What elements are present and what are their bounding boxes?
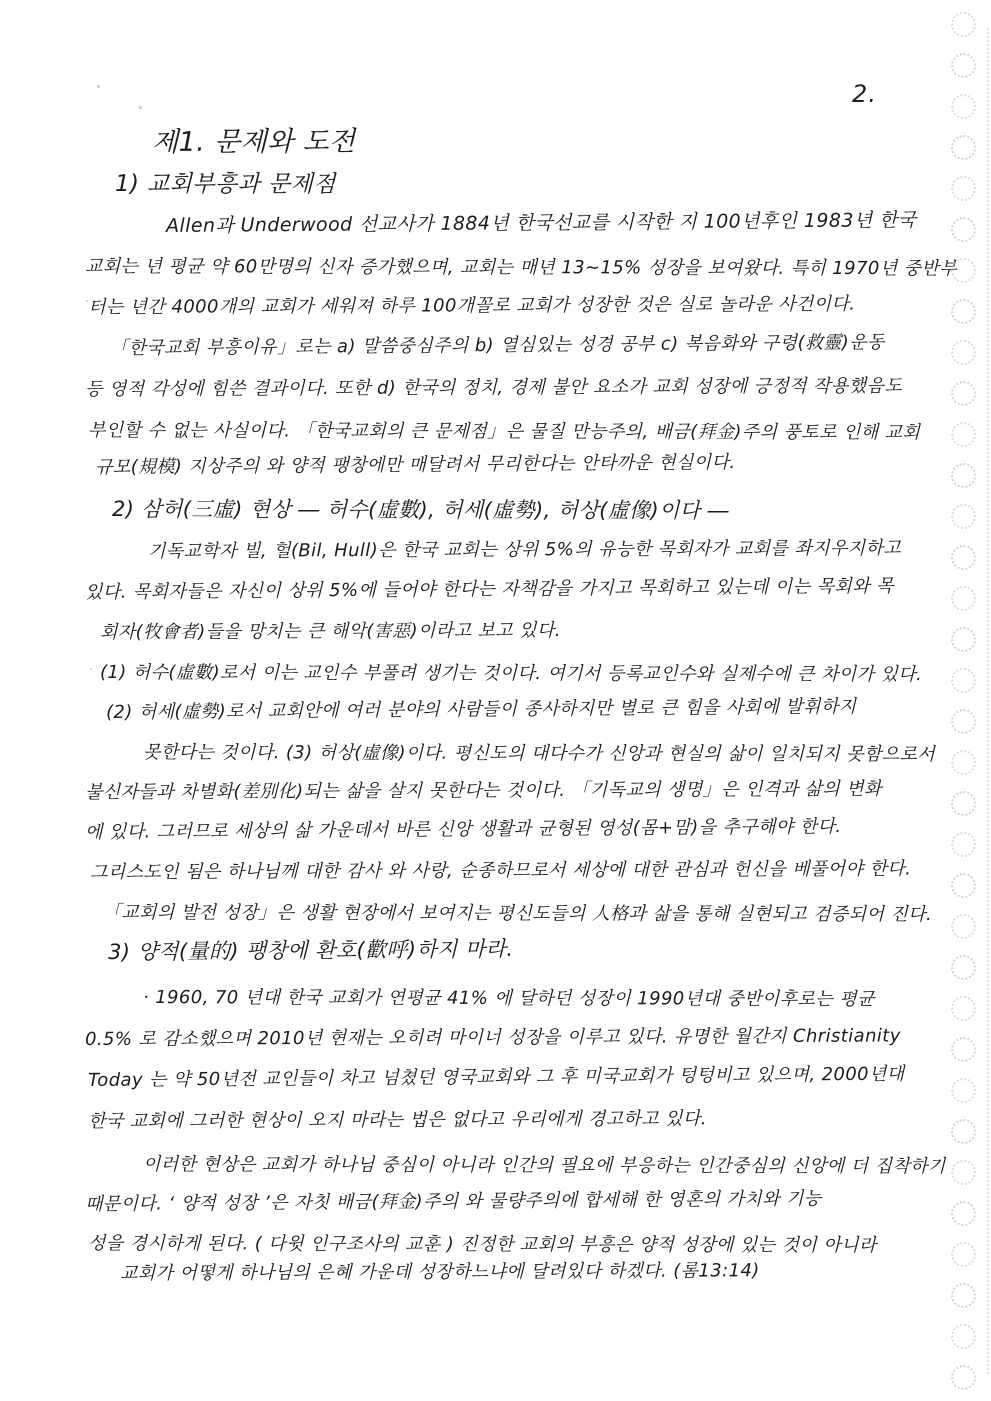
handwritten-line: 등 영적 각성에 힘쓴 결과이다. 또한 d) 한국의 정치, 경제 불안 요소가 교회 성장에 긍정적 작용했음도	[85, 375, 903, 400]
handwritten-line: Today 는 약 50년전 교인들이 차고 넘쳤던 영국교회와 그 후 미국교회가 텅텅비고 있으며, 2000년대	[88, 1063, 905, 1091]
handwritten-line: 제1. 문제와 도전	[152, 126, 356, 158]
perforation-edge-line	[987, 28, 989, 1374]
handwritten-line: 교회는 년 평균 약 60만명의 신자 증가했으며, 교회는 매년 13~15% 성장을 보여왔다. 특히 1970년 중반부	[84, 256, 958, 280]
handwritten-line: 성을 경시하게 된다. ( 다윗 인구조사의 교훈 ) 진정한 교회의 부흥은 양적 성장에 있는 것이 아니라	[87, 1233, 877, 1257]
scan-speck	[90, 668, 92, 670]
handwritten-line: 2) 삼허(三虛) 현상 ― 허수(虛數), 허세(虛勢), 허상(虛像)이다 ―	[111, 497, 730, 523]
handwritten-line: 부인할 수 없는 사실이다. 「한국교회의 큰 문제점」은 물질 만능주의, 배금(拜金)주의 풍토로 인해 교회	[87, 420, 921, 444]
handwritten-line: 「교회의 발전 성장」은 생활 현장에서 보여지는 평신도들의 人格과 삶을 통해 실현되고 검증되어 진다.	[102, 902, 933, 926]
handwritten-line: 회자(牧會者)들을 망치는 큰 해악(害惡)이라고 보고 있다.	[100, 619, 561, 643]
handwritten-line: 「한국교회 부흥이유」로는 a) 말씀중심주의 b) 열심있는 성경 공부 c) 복음화와 구령(救靈)운동	[110, 331, 885, 359]
handwritten-line: 불신자들과 차별화(差別化)되는 삶을 살지 못한다는 것이다. 「기독교의 생명」은 인격과 삶의 변화	[85, 778, 882, 803]
scan-speck	[97, 85, 100, 88]
handwritten-line: 0.5% 로 감소했으며 2010년 현재는 오히려 마이너 성장을 이루고 있다. 유명한 월간지 Christianity	[85, 1025, 901, 1050]
page-number: 2.	[852, 80, 877, 108]
handwritten-line: 에 있다. 그러므로 세상의 삶 가운데서 바른 신앙 생활과 균형된 영성(몸+맘)을 추구해야 한다.	[85, 816, 842, 843]
handwritten-line: 1) 교회부흥과 문제점	[114, 171, 336, 198]
handwritten-line: 교회가 어떻게 하나님의 은혜 가운데 성장하느냐에 달려있다 하겠다. (롬13:14)	[120, 1260, 760, 1284]
handwritten-line: 3) 양적(量的) 팽창에 환호(歡呼)하지 마라.	[108, 936, 514, 964]
handwritten-line: (1) 허수(虛數)로서 이는 교인수 부풀려 생기는 것이다. 여기서 등록교인수와 실제수에 큰 차이가 있다.	[99, 662, 923, 686]
handwritten-line: Allen과 Underwood 선교사가 1884년 한국선교를 시작한 지 100년후인 1983년 한국	[166, 209, 917, 237]
handwritten-line: 규모(規模) 지상주의 와 양적 팽창에만 매달려서 무리한다는 안타까운 현실이다.	[95, 451, 736, 478]
handwritten-line: 기독교학자 빌, 헐(Bil, Hull)은 한국 교회는 상위 5%의 유능한 목회자가 교회를 좌지우지하고	[148, 537, 902, 562]
handwritten-line: 못한다는 것이다. (3) 허상(虛像)이다. 평신도의 대다수가 신앙과 현실의 삶이 일치되지 못함으로서	[142, 742, 936, 766]
handwritten-line: (2) 허세(虛勢)로서 교회안에 여러 분야의 사람들이 종사하지만 별로 큰 힘을 사회에 발휘하지	[106, 696, 857, 723]
scan-speck	[86, 300, 88, 302]
handwritten-line: 터는 년간 4000개의 교회가 세워져 하루 100개꼴로 교회가 성장한 것은 실로 놀라운 사건이다.	[88, 293, 856, 318]
scan-speck	[139, 106, 142, 109]
handwritten-line: · 1960, 70 년대 한국 교회가 연평균 41% 에 달하던 성장이 1990년대 중반이후로는 평균	[142, 987, 875, 1010]
handwritten-line: 있다. 목회자들은 자신이 상위 5%에 들어야 한다는 자책감을 가지고 목회하고 있는데 이는 목회와 목	[85, 575, 894, 603]
handwritten-line: 때문이다. ‘ 양적 성장 ’은 자칫 배금(拜金)주의 와 물량주의에 합세해 한 영혼의 가치와 기능	[85, 1188, 822, 1215]
handwritten-line: 이러한 현상은 교회가 하나님 중심이 아니라 인간의 필요에 부응하는 인간중심의 신앙에 더 집착하기	[142, 1154, 946, 1178]
handwritten-line: 한국 교회에 그러한 현상이 오지 마라는 법은 없다고 우리에게 경고하고 있다.	[88, 1108, 707, 1132]
handwritten-line: 그리스도인 됨은 하나님께 대한 감사 와 사랑, 순종하므로서 세상에 대한 관심과 헌신을 베풀어야 한다.	[90, 858, 912, 883]
